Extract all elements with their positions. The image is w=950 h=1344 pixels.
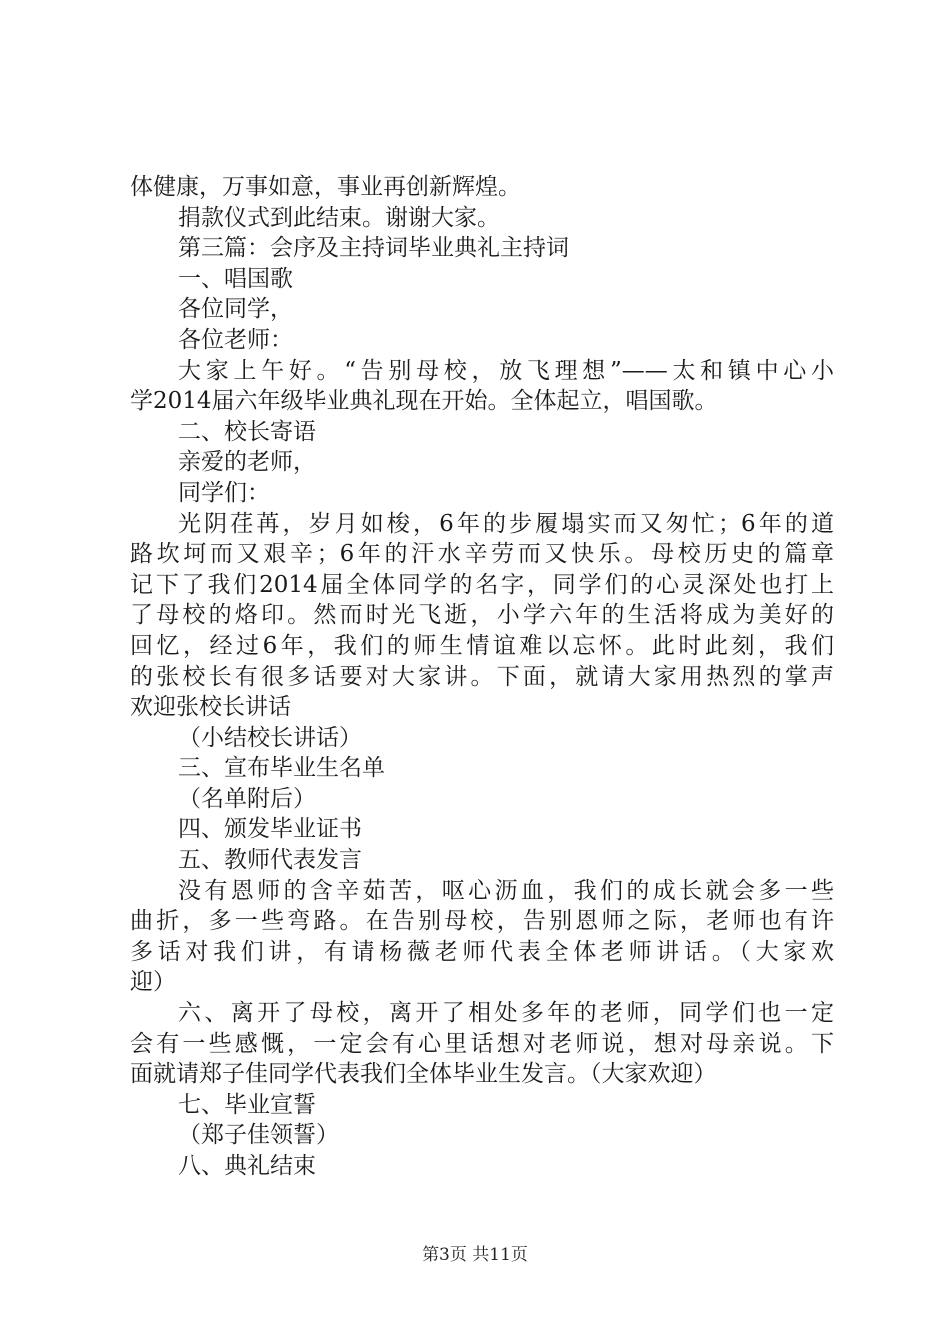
text-line: 八、典礼结束 bbox=[178, 1153, 316, 1179]
text-line: （郑子佳领誓） bbox=[178, 1122, 339, 1149]
text-line: 路坎坷而又艰辛；6年的汗水辛劳而又快乐。母校历史的篇章 bbox=[130, 541, 834, 568]
text-line: 大家上午好。“告别母校，放飞理想”——太和镇中心小 bbox=[178, 357, 834, 384]
text-line: 五、教师代表发言 bbox=[178, 847, 362, 874]
page-number-label: 第3页 共11页 bbox=[422, 1245, 528, 1265]
text-line: 光阴荏苒，岁月如梭，6年的步履塌实而又匆忙；6年的道 bbox=[178, 510, 834, 537]
text-line: 的张校长有很多话要对大家讲。下面，就请大家用热烈的掌声 bbox=[130, 663, 834, 690]
text-line: 二、校长寄语 bbox=[178, 418, 316, 445]
text-line: 回忆，经过6年，我们的师生情谊难以忘怀。此时此刻，我们 bbox=[130, 632, 834, 659]
text-line: 曲折，多一些弯路。在告别母校，告别恩师之际，老师也有许 bbox=[130, 908, 834, 935]
text-line: 多话对我们讲，有请杨薇老师代表全体老师讲话。（大家欢 bbox=[130, 938, 834, 965]
page-footer bbox=[0, 1243, 950, 1267]
text-line: 捐款仪式到此结束。谢谢大家。 bbox=[178, 204, 500, 231]
text-line: 欢迎张校长讲话 bbox=[130, 694, 291, 721]
text-line: 三、宣布毕业生名单 bbox=[178, 755, 385, 782]
text-line: 体健康，万事如意，事业再创新辉煌。 bbox=[130, 174, 521, 200]
text-line: 亲爱的老师， bbox=[178, 449, 316, 476]
text-line: 同学们： bbox=[178, 479, 270, 506]
text-line: 各位老师： bbox=[178, 326, 293, 353]
document-body bbox=[130, 172, 834, 1182]
text-line: 四、颁发毕业证书 bbox=[178, 816, 362, 843]
text-line: 一、唱国歌 bbox=[178, 265, 293, 292]
text-line: 迎） bbox=[130, 969, 176, 996]
text-line: 了母校的烙印。然而时光飞逝，小学六年的生活将成为美好的 bbox=[130, 602, 834, 629]
text-line: （名单附后） bbox=[178, 785, 316, 812]
text-line: 会有一些感慨，一定会有心里话想对老师说，想对母亲说。下 bbox=[130, 1030, 834, 1057]
text-line: 第三篇：会序及主持词毕业典礼主持词 bbox=[178, 235, 569, 262]
text-line: 七、毕业宣誓 bbox=[178, 1091, 316, 1118]
text-line: 学2014届六年级毕业典礼现在开始。全体起立，唱国歌。 bbox=[130, 388, 718, 415]
text-line: 没有恩师的含辛茹苦，呕心沥血，我们的成长就会多一些 bbox=[178, 877, 834, 904]
text-line: （小结校长讲话） bbox=[178, 724, 362, 751]
text-line: 记下了我们2014届全体同学的名字，同学们的心灵深处也打上 bbox=[130, 571, 834, 598]
text-line: 六、离开了母校，离开了相处多年的老师，同学们也一定 bbox=[178, 1000, 834, 1027]
text-line: 面就请郑子佳同学代表我们全体毕业生发言。（大家欢迎） bbox=[130, 1061, 717, 1088]
text-line: 各位同学， bbox=[178, 296, 293, 323]
